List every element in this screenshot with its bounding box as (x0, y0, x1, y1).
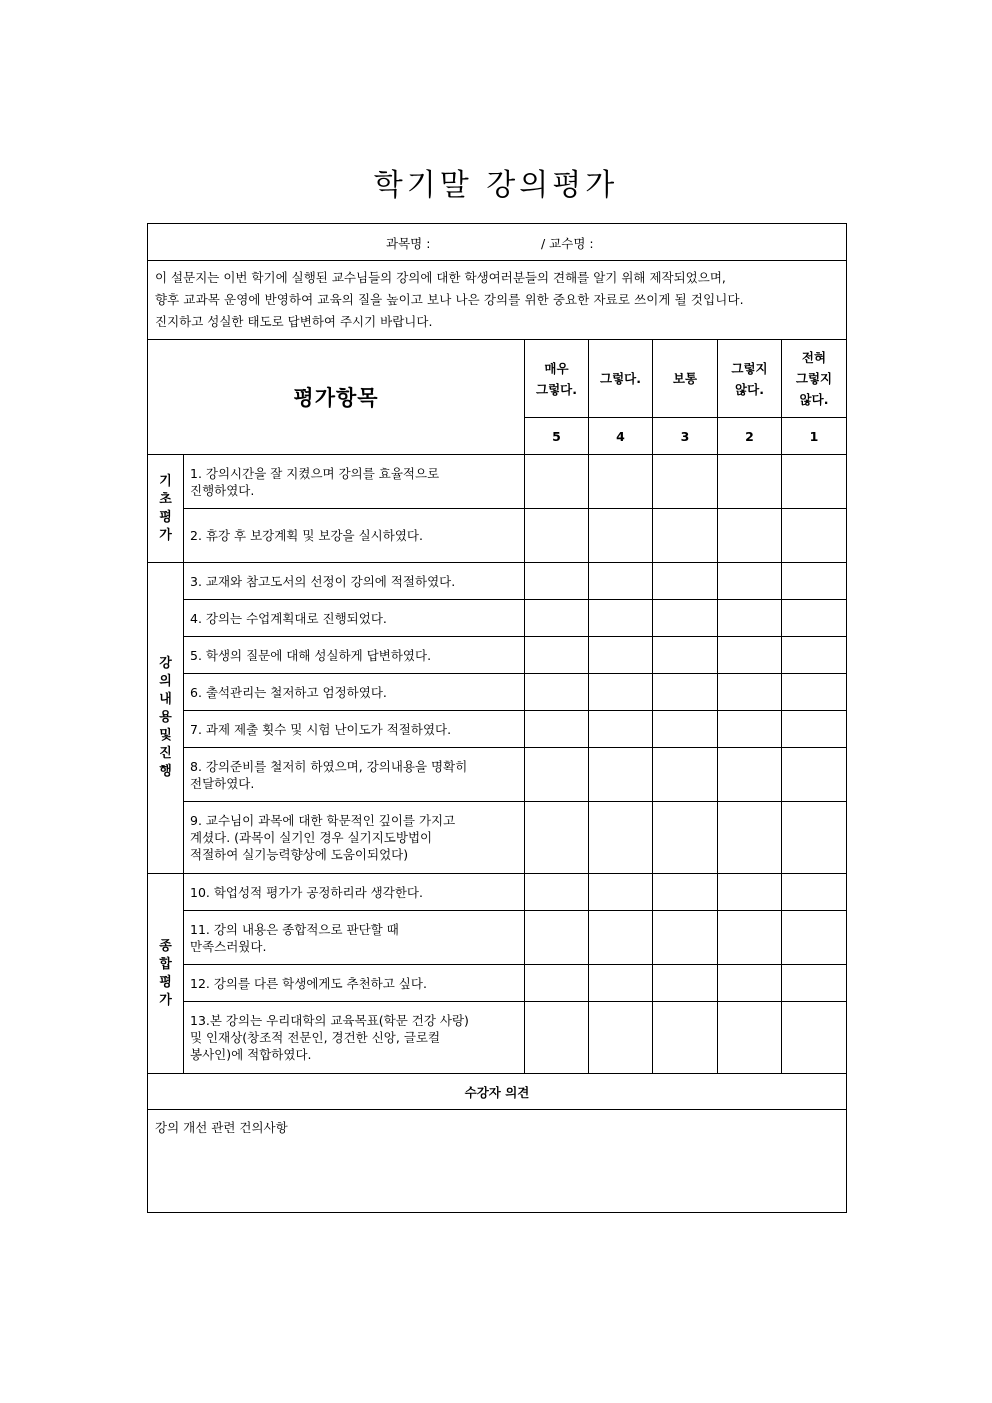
answer-cell-1[interactable] (782, 600, 847, 637)
answer-cell-2[interactable] (718, 509, 782, 563)
question-text: 3. 교재와 참고도서의 선정이 강의에 적절하였다. (184, 563, 525, 600)
question-row (148, 965, 847, 1002)
opinion-prompt: 강의 개선 관련 건의사항 (155, 1120, 288, 1135)
scale-label-3: 보통 (653, 340, 718, 418)
answer-cell-3[interactable] (653, 600, 718, 637)
answer-cell-3[interactable] (653, 563, 718, 600)
professor-name-label: / 교수명 : (541, 236, 594, 251)
scale-value-4: 4 (589, 418, 653, 455)
answer-cell-1[interactable] (782, 711, 847, 748)
course-info (148, 224, 846, 260)
scale-value-5: 5 (525, 418, 589, 455)
opinion-header-row (148, 1074, 847, 1110)
answer-cell-2[interactable] (718, 563, 782, 600)
answer-cell-2[interactable] (718, 802, 782, 874)
answer-cell-5[interactable] (525, 509, 589, 563)
scale-value-3: 3 (653, 418, 718, 455)
answer-cell-3[interactable] (653, 874, 718, 911)
question-row (148, 874, 847, 911)
category-basic: 기 초 평 가 (148, 455, 184, 563)
answer-cell-1[interactable] (782, 874, 847, 911)
answer-cell-1[interactable] (782, 802, 847, 874)
answer-cell-4[interactable] (589, 965, 653, 1002)
answer-cell-2[interactable] (718, 711, 782, 748)
intro-text (148, 261, 847, 340)
answer-cell-3[interactable] (653, 1002, 718, 1074)
answer-cell-5[interactable] (525, 600, 589, 637)
answer-cell-4[interactable] (589, 911, 653, 965)
question-text: 1. 강의시간을 잘 지켰으며 강의를 효율적으로 진행하였다. (184, 455, 525, 509)
question-text: 7. 과제 제출 횟수 및 시험 난이도가 적절하였다. (184, 711, 525, 748)
answer-cell-2[interactable] (718, 674, 782, 711)
question-row (148, 1002, 847, 1074)
answer-cell-5[interactable] (525, 874, 589, 911)
intro-row (148, 261, 847, 340)
answer-cell-5[interactable] (525, 911, 589, 965)
question-row (148, 802, 847, 874)
answer-cell-4[interactable] (589, 1002, 653, 1074)
question-row (148, 674, 847, 711)
answer-cell-3[interactable] (653, 711, 718, 748)
scale-label-1: 전혀 그렇지 않다. (782, 340, 847, 418)
opinion-body-row (148, 1110, 847, 1213)
answer-cell-1[interactable] (782, 637, 847, 674)
answer-cell-3[interactable] (653, 509, 718, 563)
answer-cell-5[interactable] (525, 563, 589, 600)
intro-line: 진지하고 성실한 태도로 답변하여 주시기 바랍니다. (155, 314, 433, 329)
question-text: 13.본 강의는 우리대학의 교육목표(학문 건강 사랑) 및 인재상(창조적 전문인, 경건한 신앙, 글로컬 봉사인)에 적합하였다. (184, 1002, 525, 1074)
answer-cell-4[interactable] (589, 802, 653, 874)
scale-value-2: 2 (718, 418, 782, 455)
answer-cell-2[interactable] (718, 874, 782, 911)
answer-cell-2[interactable] (718, 600, 782, 637)
scale-value-1: 1 (782, 418, 847, 455)
scale-label-2: 그렇지 않다. (718, 340, 782, 418)
question-row (148, 563, 847, 600)
answer-cell-4[interactable] (589, 600, 653, 637)
answer-cell-1[interactable] (782, 1002, 847, 1074)
question-row (148, 711, 847, 748)
scale-label-4: 그렇다. (589, 340, 653, 418)
course-info-row (148, 224, 847, 261)
answer-cell-4[interactable] (589, 637, 653, 674)
question-text: 11. 강의 내용은 종합적으로 판단할 때 만족스러웠다. (184, 911, 525, 965)
answer-cell-4[interactable] (589, 711, 653, 748)
answer-cell-3[interactable] (653, 965, 718, 1002)
question-text: 12. 강의를 다른 학생에게도 추천하고 싶다. (184, 965, 525, 1002)
answer-cell-3[interactable] (653, 637, 718, 674)
scale-label-5: 매우 그렇다. (525, 340, 589, 418)
question-text: 8. 강의준비를 철저히 하였으며, 강의내용을 명확히 전달하였다. (184, 748, 525, 802)
answer-cell-5[interactable] (525, 965, 589, 1002)
question-text: 6. 출석관리는 철저하고 엄정하였다. (184, 674, 525, 711)
answer-cell-3[interactable] (653, 748, 718, 802)
answer-cell-4[interactable] (589, 563, 653, 600)
question-text: 5. 학생의 질문에 대해 성실하게 답변하였다. (184, 637, 525, 674)
answer-cell-5[interactable] (525, 455, 589, 509)
question-row (148, 600, 847, 637)
question-row (148, 637, 847, 674)
category-content: 강 의 내 용 및 진 행 (148, 563, 184, 874)
question-row (148, 455, 847, 509)
answer-cell-1[interactable] (782, 965, 847, 1002)
answer-cell-3[interactable] (653, 802, 718, 874)
answer-cell-2[interactable] (718, 1002, 782, 1074)
question-row (148, 911, 847, 965)
answer-cell-5[interactable] (525, 711, 589, 748)
intro-line: 이 설문지는 이번 학기에 실행된 교수님들의 강의에 대한 학생여러분들의 견해를 알기 위해 제작되었으며, (155, 270, 726, 285)
answer-cell-2[interactable] (718, 748, 782, 802)
course-name-label: 과목명 : (386, 236, 431, 251)
answer-cell-1[interactable] (782, 748, 847, 802)
question-row (148, 509, 847, 563)
answer-cell-5[interactable] (525, 637, 589, 674)
answer-cell-4[interactable] (589, 509, 653, 563)
answer-cell-2[interactable] (718, 911, 782, 965)
page-title: 학기말 강의평가 (373, 168, 619, 203)
answer-cell-5[interactable] (525, 802, 589, 874)
intro-line: 향후 교과목 운영에 반영하여 교육의 질을 높이고 보나 나은 강의를 위한 중요한 자료로 쓰이게 될 것입니다. (155, 292, 744, 307)
answer-cell-1[interactable] (782, 563, 847, 600)
opinion-field[interactable] (148, 1110, 847, 1213)
evaluation-form-table (147, 223, 847, 1213)
question-text: 9. 교수님이 과목에 대한 학문적인 깊이를 가지고 계셨다. (과목이 실기인 경우 실기지도방법이 적절하여 실기능력향상에 도움이되었다) (184, 802, 525, 874)
answer-cell-4[interactable] (589, 674, 653, 711)
answer-cell-1[interactable] (782, 455, 847, 509)
answer-cell-5[interactable] (525, 674, 589, 711)
items-header: 평가항목 (148, 340, 525, 455)
answer-cell-4[interactable] (589, 874, 653, 911)
answer-cell-4[interactable] (589, 455, 653, 509)
opinion-heading: 수강자 의견 (148, 1074, 847, 1110)
answer-cell-2[interactable] (718, 965, 782, 1002)
question-text: 2. 휴강 후 보강계획 및 보강을 실시하였다. (184, 509, 525, 563)
answer-cell-1[interactable] (782, 674, 847, 711)
answer-cell-5[interactable] (525, 1002, 589, 1074)
question-text: 4. 강의는 수업계획대로 진행되었다. (184, 600, 525, 637)
answer-cell-2[interactable] (718, 455, 782, 509)
category-overall: 종 합 평 가 (148, 874, 184, 1074)
question-text: 10. 학업성적 평가가 공정하리라 생각한다. (184, 874, 525, 911)
scale-header-row (148, 340, 847, 418)
answer-cell-5[interactable] (525, 748, 589, 802)
answer-cell-4[interactable] (589, 748, 653, 802)
answer-cell-2[interactable] (718, 637, 782, 674)
answer-cell-1[interactable] (782, 911, 847, 965)
answer-cell-3[interactable] (653, 674, 718, 711)
answer-cell-1[interactable] (782, 509, 847, 563)
answer-cell-3[interactable] (653, 911, 718, 965)
answer-cell-3[interactable] (653, 455, 718, 509)
question-row (148, 748, 847, 802)
